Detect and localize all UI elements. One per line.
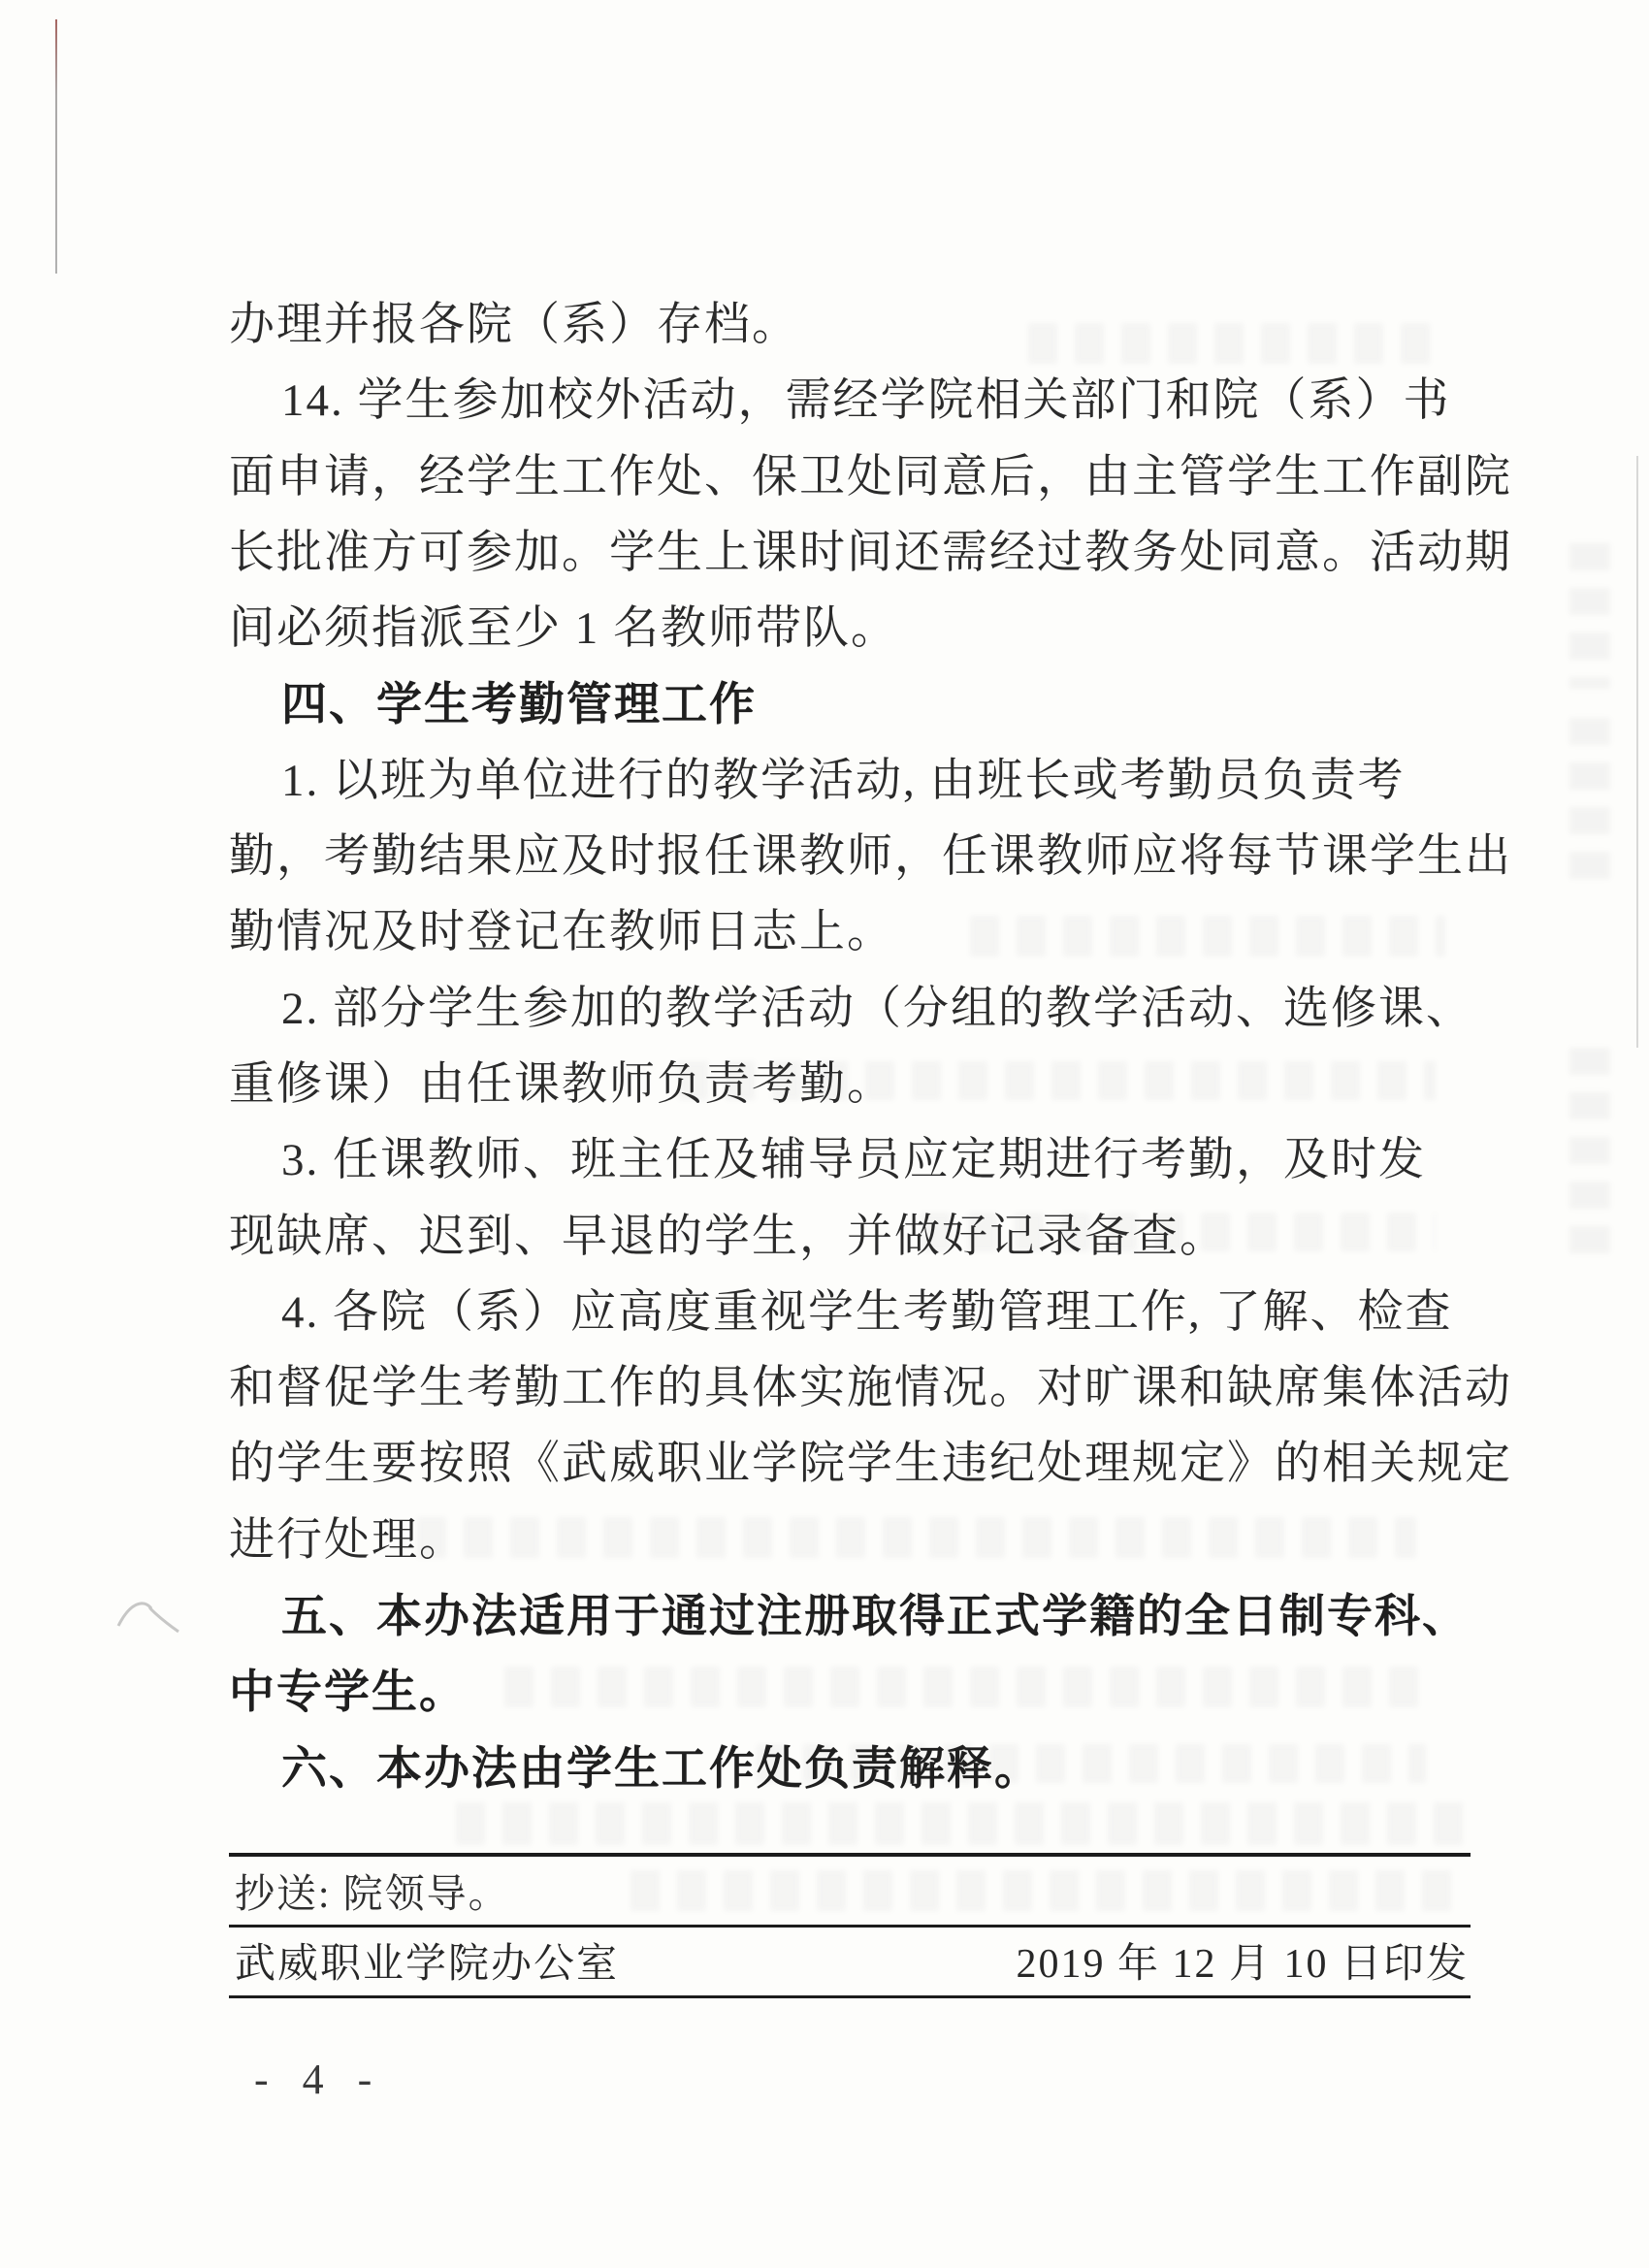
text-line: 的学生要按照《武威职业学院学生违纪处理规定》的相关规定 — [229, 1439, 1512, 1490]
bleed-through-artifact — [1569, 543, 1610, 689]
text-line: 勤，考勤结果应及时报任课教师，任课教师应将每节课学生出 — [229, 831, 1512, 883]
text-line: 重修课）由任课教师负责考勤。 — [229, 1058, 894, 1110]
text-line: 长批准方可参加。学生上课时间还需经过教务处同意。活动期 — [229, 527, 1512, 578]
text-line: 间必须指派至少 1 名教师带队。 — [229, 603, 898, 655]
text-line: 中专学生。 — [229, 1666, 467, 1718]
pencil-mark — [114, 1593, 186, 1639]
text-line: 现缺席、迟到、早退的学生，并做好记录备查。 — [229, 1211, 1227, 1262]
bleed-through-artifact — [1569, 1048, 1610, 1271]
footer-print-date: 2019 年 12 月 10 日印发 — [1016, 1942, 1469, 1987]
text-line: 勤情况及时登记在教师日志上。 — [229, 907, 894, 958]
text-line: 2. 部分学生参加的教学活动（分组的教学活动、选修课、 — [281, 983, 1473, 1034]
text-line: 五、本办法适用于通过注册取得正式学籍的全日制专科、 — [281, 1590, 1470, 1642]
bleed-through-artifact — [1569, 718, 1610, 883]
footer-separator-rule-top — [229, 1853, 1471, 1857]
text-line: 四、学生考勤管理工作 — [281, 678, 757, 730]
document-body — [229, 287, 1512, 1806]
text-line: 4. 各院（系）应高度重视学生考勤管理工作, 了解、检查 — [281, 1286, 1453, 1338]
footer-separator-rule-middle — [229, 1925, 1471, 1928]
text-line: 进行处理。 — [229, 1514, 467, 1566]
bleed-through-artifact — [630, 1870, 1465, 1911]
text-line: 14. 学生参加校外活动，需经学院相关部门和院（系）书 — [281, 375, 1451, 427]
scan-artifact-left-line — [55, 19, 57, 274]
text-line: 办理并报各院（系）存档。 — [229, 300, 799, 350]
text-line: 3. 任课教师、班主任及辅导员应定期进行考勤，及时发 — [281, 1135, 1426, 1186]
footer-cc-line: 抄送: 院领导。 — [235, 1871, 510, 1916]
footer-separator-rule-bottom — [229, 1995, 1471, 1998]
text-line: 1. 以班为单位进行的教学活动, 由班长或考勤员负责考 — [281, 755, 1406, 806]
text-line: 面申请，经学生工作处、保卫处同意后，由主管学生工作副院 — [229, 451, 1512, 502]
footer-issuer: 武威职业学院办公室 — [235, 1942, 620, 1987]
text-line: 和督促学生考勤工作的具体实施情况。对旷课和缺席集体活动 — [229, 1363, 1512, 1414]
text-line: 六、本办法由学生工作处负责解释。 — [281, 1741, 1042, 1794]
page-number: - 4 - — [254, 2056, 384, 2103]
footer-issuer-row — [235, 1938, 1469, 1991]
scan-artifact-right-line — [1636, 456, 1638, 1048]
bleed-through-artifact — [456, 1802, 1465, 1845]
